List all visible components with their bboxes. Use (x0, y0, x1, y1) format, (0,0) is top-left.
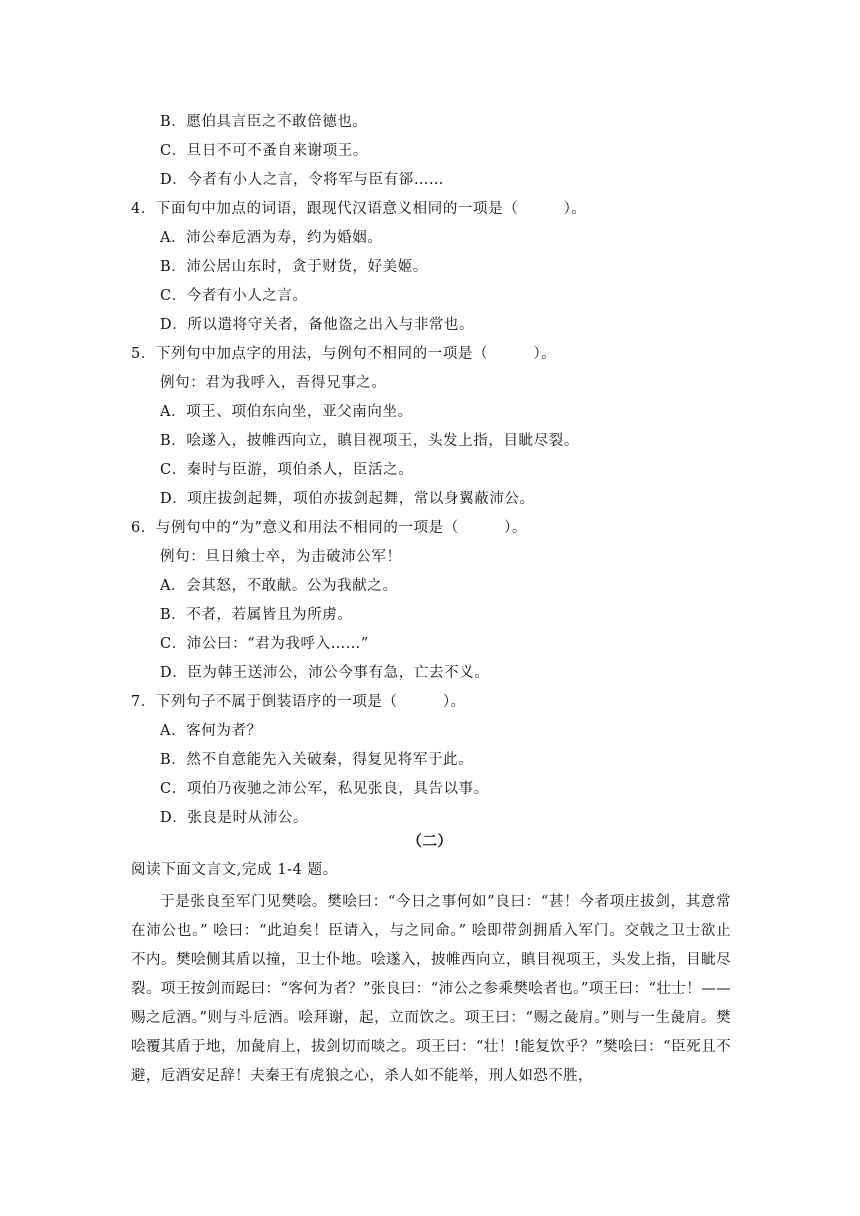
question-line: 例句：君为我呼入，吾得兄事之。 (160, 375, 387, 391)
question-line: 4．下面句中加点的词语，跟现代汉语意义相同的一项是（ ）。 (131, 201, 587, 217)
question-line: 例句：旦日飨士卒，为击破沛公军！ (160, 549, 402, 565)
question-line: D．今者有小人之言，令将军与臣有郤…… (160, 172, 445, 188)
question-line: B．愿伯具言臣之不敢倍德也。 (160, 114, 368, 130)
question-line: A．项王、项伯东向坐，亚父南向坐。 (160, 404, 413, 420)
question-line: B．然不自意能先入关破秦，得复见将军于此。 (160, 752, 474, 768)
passage-text: 于是张良至军门见樊哙。樊哙曰：“今日之事何如”良曰：“甚！今者项庄拔剑，其意常在沛公也。” 哙曰：“此迫矣！臣请入，与之同命。” 哙即带剑拥盾入军门。交戟之卫士欲止不内。樊哙侧其盾以撞，卫士仆地。哙遂入，披帷西向立，瞋目视项王，头发上指，目眦尽裂。项王按剑而跽曰：“客何为者？”张良曰：“沛公之参乘樊哙者也。”项王曰：“壮士！——赐之卮酒。”则与斗卮酒。哙拜谢，起，立而饮之。项王曰：“赐之彘肩。”则与一生彘肩。樊哙覆其盾于地，加彘肩上，拔剑切而啖之。项王曰：“壮！!能复饮乎？”樊哙曰：“臣死且不避，卮酒安足辞！夫秦王有虎狼之心，杀人如不能举，刑人如恐不胜， (131, 894, 731, 1084)
question-line: C．秦时与臣游，项伯杀人，臣活之。 (160, 462, 414, 478)
question-line: C．沛公曰：“君为我呼入……” (160, 636, 369, 652)
question-line: B．哙遂入，披帷西向立，瞋目视项王，头发上指，目眦尽裂。 (160, 433, 579, 449)
section-heading: （二） (407, 833, 453, 850)
question-line: D．所以遣将守关者，备他盗之出入与非常也。 (160, 317, 475, 333)
question-line: A．沛公奉卮酒为寿，约为婚姻。 (160, 230, 383, 246)
question-line: D．臣为韩王送沛公，沛公今事有急，亡去不义。 (160, 665, 490, 681)
reading-instruction: 阅读下面文言文,完成 1-4 题。 (131, 862, 338, 878)
question-line: 5．下列句中加点字的用法，与例句不相同的一项是（ ）。 (131, 346, 557, 362)
question-line: D．项庄拔剑起舞，项伯亦拔剑起舞，常以身翼蔽沛公。 (160, 491, 535, 507)
question-line: 7．下列句子不属于倒装语序的一项是（ ）。 (131, 694, 466, 710)
question-line: A．客何为者？ (160, 723, 262, 739)
question-line: B．沛公居山东时，贪于财货，好美姬。 (160, 259, 428, 275)
question-line: D．张良是时从沛公。 (160, 810, 309, 826)
question-line: B．不者，若属皆且为所虏。 (160, 607, 353, 623)
question-line: C．项伯乃夜驰之沛公军，私见张良，具告以事。 (160, 781, 489, 797)
question-line: A．会其怒，不敢献。公为我献之。 (160, 578, 398, 594)
question-line: C．今者有小人之言。 (160, 288, 308, 304)
question-line: C．旦日不可不蚤自来谢项王。 (160, 143, 368, 159)
question-line: 6．与例句中的“为”意义和用法不相同的一项是（ ）。 (131, 520, 528, 536)
